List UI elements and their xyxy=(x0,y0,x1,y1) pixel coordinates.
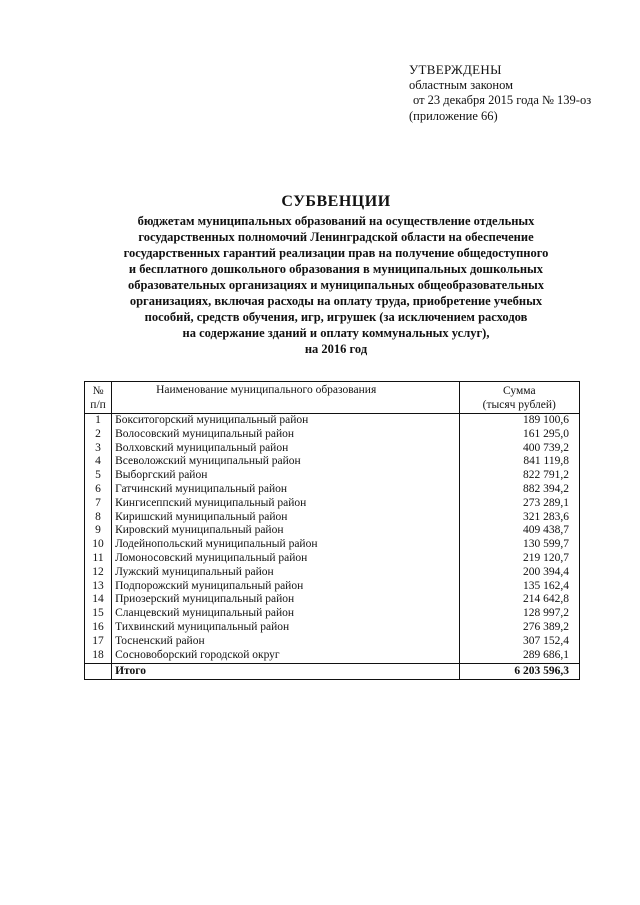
row-sum: 321 283,6 xyxy=(459,511,579,525)
row-sum: 276 389,2 xyxy=(459,621,579,635)
row-name: Сланцевский муниципальный район xyxy=(112,607,459,621)
row-sum: 822 791,2 xyxy=(459,469,579,483)
row-sum: 400 739,2 xyxy=(459,442,579,456)
header-sum-line1: Сумма xyxy=(502,384,536,397)
row-number: 9 xyxy=(85,524,112,538)
table-row xyxy=(85,552,580,566)
header-sum xyxy=(459,382,579,414)
document-subtitle: бюджетам муниципальных образований на осуществление отдельных государственных полномочий Ленинградской области на обеспечение государственных гарантий реализации прав на получение общедоступного и бесплатного дошкольного образования в муниципальных дошкольных образовательных организациях и муниципальных общеобразовательных организациях, включая расходы на оплату труда, приобретение учебных пособий, средств обучения, игр, игрушек (за исключением расходов на содержание зданий и оплату коммунальных услуг), на 2016 год xyxy=(123,214,549,356)
table-row xyxy=(85,483,580,497)
row-number: 13 xyxy=(85,580,112,594)
table-row xyxy=(85,635,580,649)
table-row xyxy=(85,455,580,469)
row-name: Выборгский район xyxy=(112,469,459,483)
row-name: Кировский муниципальный район xyxy=(112,524,459,538)
table-row xyxy=(85,442,580,456)
row-sum: 135 162,4 xyxy=(459,580,579,594)
header-name: Наименование муниципального образования xyxy=(112,382,459,414)
row-name: Волосовский муниципальный район xyxy=(112,428,459,442)
table-row xyxy=(85,497,580,511)
table-row xyxy=(85,538,580,552)
row-number: 3 xyxy=(85,442,112,456)
row-sum: 219 120,7 xyxy=(459,552,579,566)
row-sum: 200 394,4 xyxy=(459,566,579,580)
total-label: Итого xyxy=(112,664,459,680)
row-name: Киришский муниципальный район xyxy=(112,511,459,525)
table-row xyxy=(85,428,580,442)
table-header-row xyxy=(85,382,580,414)
row-sum: 273 289,1 xyxy=(459,497,579,511)
row-number: 6 xyxy=(85,483,112,497)
row-name: Всеволожский муниципальный район xyxy=(112,455,459,469)
document-heading xyxy=(80,193,592,357)
row-name: Тихвинский муниципальный район xyxy=(112,621,459,635)
row-name: Волховский муниципальный район xyxy=(112,442,459,456)
row-sum: 161 295,0 xyxy=(459,428,579,442)
document-title: СУБВЕНЦИИ xyxy=(281,193,391,210)
table-row xyxy=(85,607,580,621)
row-number: 12 xyxy=(85,566,112,580)
row-sum: 882 394,2 xyxy=(459,483,579,497)
table-row xyxy=(85,621,580,635)
row-number: 5 xyxy=(85,469,112,483)
row-number: 4 xyxy=(85,455,112,469)
approval-title: УТВЕРЖДЕНЫ xyxy=(409,62,502,77)
row-sum: 289 686,1 xyxy=(459,649,579,664)
row-sum: 214 642,8 xyxy=(459,593,579,607)
approval-appendix-line: (приложение 66) xyxy=(409,108,498,123)
row-sum: 409 438,7 xyxy=(459,524,579,538)
row-number: 11 xyxy=(85,552,112,566)
row-name: Бокситогорский муниципальный район xyxy=(112,414,459,428)
table-row xyxy=(85,593,580,607)
table-row xyxy=(85,414,580,428)
header-sum-line2: (тысяч рублей) xyxy=(482,398,556,411)
row-number: 2 xyxy=(85,428,112,442)
subsidies-table xyxy=(84,381,580,680)
total-sum: 6 203 596,3 xyxy=(459,664,579,680)
row-name: Приозерский муниципальный район xyxy=(112,593,459,607)
header-number-line2: п/п xyxy=(90,398,106,411)
row-name: Лужский муниципальный район xyxy=(112,566,459,580)
row-number: 18 xyxy=(85,649,112,664)
table-row xyxy=(85,469,580,483)
approval-date-line: от 23 декабря 2015 года № 139-оз xyxy=(413,93,592,107)
row-number: 16 xyxy=(85,621,112,635)
table-row xyxy=(85,580,580,594)
table-body xyxy=(85,414,580,680)
approval-block xyxy=(409,62,634,124)
table-row xyxy=(85,649,580,664)
row-sum: 841 119,8 xyxy=(459,455,579,469)
total-row xyxy=(85,664,580,680)
row-name: Гатчинский муниципальный район xyxy=(112,483,459,497)
row-name: Сосновоборский городской округ xyxy=(112,649,459,664)
header-number-line1: № xyxy=(92,384,104,397)
table-row xyxy=(85,511,580,525)
approval-law-line: областным законом xyxy=(409,77,514,92)
header-number xyxy=(85,382,112,414)
table-row xyxy=(85,524,580,538)
row-number: 10 xyxy=(85,538,112,552)
row-number: 8 xyxy=(85,511,112,525)
total-number-cell xyxy=(85,664,112,680)
row-sum: 128 997,2 xyxy=(459,607,579,621)
row-number: 15 xyxy=(85,607,112,621)
row-number: 17 xyxy=(85,635,112,649)
row-name: Тосненский район xyxy=(112,635,459,649)
row-number: 7 xyxy=(85,497,112,511)
row-name: Ломоносовский муниципальный район xyxy=(112,552,459,566)
row-sum: 307 152,4 xyxy=(459,635,579,649)
table-row xyxy=(85,566,580,580)
row-number: 1 xyxy=(85,414,112,428)
row-sum: 189 100,6 xyxy=(459,414,579,428)
row-name: Подпорожский муниципальный район xyxy=(112,580,459,594)
row-number: 14 xyxy=(85,593,112,607)
row-name: Лодейнопольский муниципальный район xyxy=(112,538,459,552)
row-sum: 130 599,7 xyxy=(459,538,579,552)
row-name: Кингисеппский муниципальный район xyxy=(112,497,459,511)
